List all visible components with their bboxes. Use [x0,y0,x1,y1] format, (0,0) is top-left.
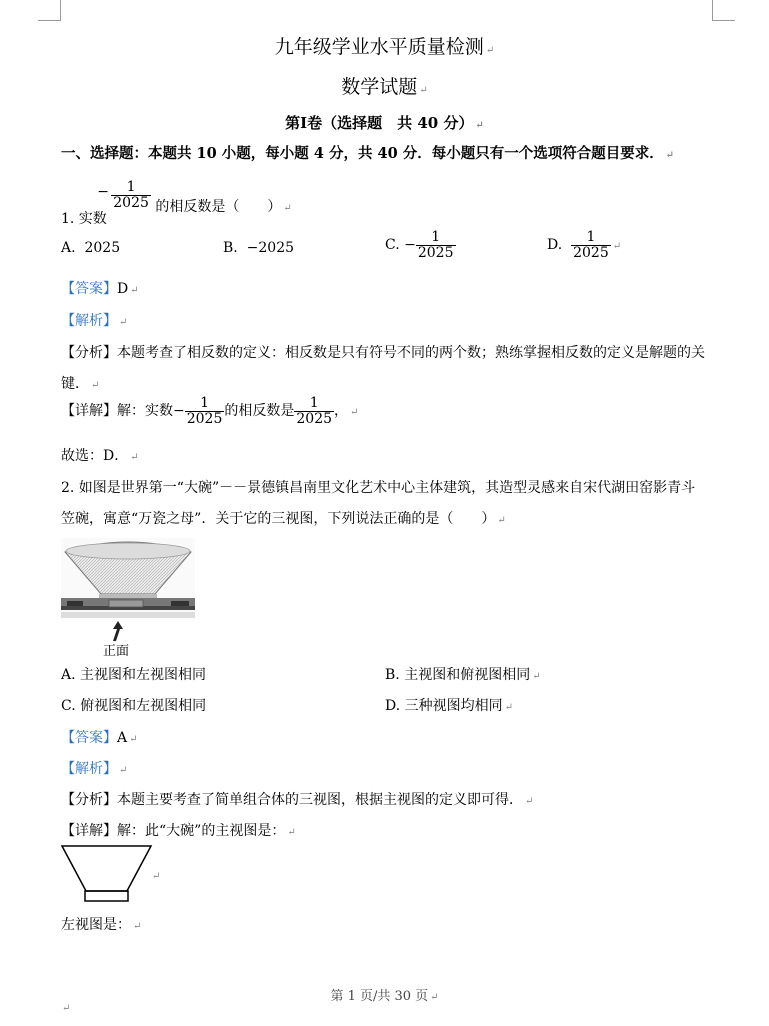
q2-option-a: A. 主视图和左视图相同 [61,667,207,683]
front-direction-arrow-icon [110,620,126,642]
exam-subtitle: 数学试题 ↵ [341,76,428,98]
q1-option-d-fraction: $\frac{1}{2025}$ [573,229,609,261]
return-mark-icon: ↵ [119,765,128,776]
return-mark-icon: ↵ [130,452,139,463]
q1-fenxi: 【分析】本题考查了相反数的定义：相反数是只有符号不同的两个数；熟练掌握相反数的定义是解题的关 [61,345,705,361]
q1-fraction: − $\frac{1}{2025}$ [97,179,149,211]
return-mark-icon: ↵ [287,827,296,838]
q2-stem-line1: 2. 如图是世界第一“大碗”－－景德镇昌南里文化艺术中心主体建筑，其造型灵感来自宋代湖田窑影青斗 [61,480,696,496]
q2-option-c: C. 俯视图和左视图相同 [61,698,207,714]
q1-option-a: A. 2025 [61,240,121,256]
big-bowl-building-photo [61,538,195,618]
return-mark-icon: ↵ [283,203,292,215]
return-mark-icon: ↵ [475,120,484,131]
q2-option-b: B. 主视图和俯视图相同 ↵ [385,667,541,683]
q1-option-c-fraction: $\frac{1}{2025}$ [417,229,454,261]
q1-stem: 1. 实数 − $\frac{1}{2025}$ 的相反数是（ ） $_↵$ [61,179,292,228]
return-mark-icon: ↵ [419,85,428,96]
return-mark-icon: ↵ [62,1003,71,1014]
return-mark-icon: ↵ [119,317,128,328]
q1-option-b: B. −2025 [223,240,295,256]
q1-detail-fraction-2: $\frac{1}{2025}$ [296,395,333,427]
return-mark-icon: ↵ [665,150,675,161]
exam-title: 九年级学业水平质量检测 ↵ [274,36,495,58]
return-mark-icon: ↵ [504,702,514,713]
q1-analysis-tag: 【解析】 ↵ [61,313,128,329]
return-mark-icon: ↵ [130,285,139,296]
section-heading: 一、选择题：本题共 10 小题，每小题 4 分，共 40 分．每小题只有一个选项符合题目要求． ↵ [61,145,675,162]
q1-answer: 【答案】D ↵ [61,281,139,297]
front-view-figure [61,845,153,903]
q2-analysis-tag: 【解析】 ↵ [61,761,128,777]
photo-caption: 正面 [103,644,130,659]
return-mark-icon: ↵ [91,380,100,391]
return-mark-icon: ↵ [430,992,439,1003]
return-mark-icon: ↵ [485,45,495,56]
return-mark-icon: ↵ [129,734,138,745]
return-mark-icon: ↵ [612,241,622,253]
return-mark-icon: ↵ [152,871,161,882]
q1-conclusion: 故选：D． ↵ [61,448,139,464]
q1-option-d: D. $\frac{1}{2025}$ ↵ [547,229,622,261]
q2-answer: 【答案】A ↵ [61,730,138,746]
return-mark-icon: ↵ [133,921,142,932]
part-heading: 第Ⅰ卷（选择题 共 40 分） ↵ [285,114,484,132]
return-mark-icon: ↵ [525,796,534,807]
return-mark-icon: ↵ [350,407,359,419]
q1-detail: 【详解】解：实数− $\frac{1}{2025}$ 的相反数是 $\frac{1}{2025}$ ， ↵ [61,395,359,427]
page-footer: 第 1 页/共 30 页 ↵ [330,989,439,1004]
big-bowl-building-illustration [61,538,195,618]
q2-left-view: 左视图是： ↵ [61,917,142,933]
q1-detail-fraction-1: $\frac{1}{2025}$ [186,395,223,427]
q2-detail: 【详解】解：此“大碗”的主视图是： ↵ [61,823,296,839]
q2-fenxi: 【分析】本题主要考查了简单组合体的三视图，根据主视图的定义即可得． ↵ [61,792,534,808]
top-left-crop-mark [38,0,61,21]
return-mark-icon: ↵ [497,515,506,526]
q2-option-d: D. 三种视图均相同 ↵ [385,698,514,714]
return-mark-icon: ↵ [532,671,541,682]
q1-option-c: C. − $\frac{1}{2025}$ [385,229,454,261]
q1-fenxi-line2: 键． ↵ [61,376,100,392]
top-right-crop-mark [712,0,735,21]
q2-stem-line2: 笠碗，寓意“万瓷之母”．关于它的三视图，下列说法正确的是（ ） ↵ [61,511,506,527]
